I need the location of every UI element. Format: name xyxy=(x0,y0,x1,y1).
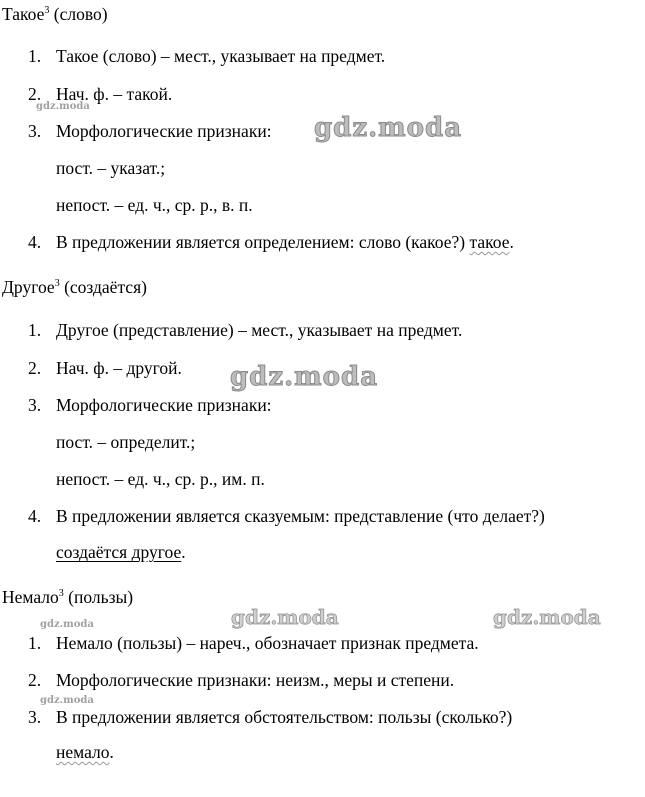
item-text: Такое (слово) – мест., указывает на предмет. xyxy=(56,46,386,66)
heading-sup: 3 xyxy=(58,588,64,599)
item-number: 1. xyxy=(28,46,42,66)
item-number: 1. xyxy=(28,633,42,653)
item-number: 4. xyxy=(28,506,42,526)
watermark-small: gdz.moda xyxy=(40,695,94,706)
watermark-small: gdz.moda xyxy=(36,101,90,112)
item-number: 4. xyxy=(28,232,42,252)
watermark-large: gdz.moda xyxy=(230,362,379,392)
section-heading-takoe xyxy=(2,3,108,25)
item-text: Нач. ф. – такой. xyxy=(56,84,173,104)
item-number: 1. xyxy=(28,320,42,340)
item-text: Немало (пользы) – нареч., обозначает признак предмета. xyxy=(56,633,479,653)
item-text xyxy=(56,741,114,763)
underlined-word: создаётся другое xyxy=(56,542,182,562)
heading-context: (пользы) xyxy=(68,587,134,607)
item-number: 2. xyxy=(28,358,42,378)
heading-context: (слово) xyxy=(53,4,108,24)
heading-word: Такое xyxy=(2,4,45,24)
item-text: В предложении является обстоятельством: пользы (сколько?) xyxy=(56,707,513,727)
heading-sup: 3 xyxy=(44,5,50,16)
item-number: 2. xyxy=(28,84,42,104)
item-tail: . xyxy=(509,232,514,252)
heading-context: (создаётся) xyxy=(64,277,147,297)
heading-word: Другое xyxy=(2,277,55,297)
item-subtext: непост. – ед. ч., ср. р., им. п. xyxy=(56,469,265,489)
item-tail: . xyxy=(181,542,186,562)
item-tail: . xyxy=(109,742,114,762)
watermark-medium: gdz.moda xyxy=(493,605,601,629)
heading-word: Немало xyxy=(2,587,59,607)
item-subtext: непост. – ед. ч., ср. р., в. п. xyxy=(56,195,253,215)
watermark-medium: gdz.moda xyxy=(231,605,339,629)
item-number: 3. xyxy=(28,395,42,415)
item-number: 3. xyxy=(28,707,42,727)
underlined-word: немало xyxy=(56,742,110,762)
item-subtext: пост. – указат.; xyxy=(56,158,166,178)
section-heading-nemalo xyxy=(2,586,133,608)
heading-sup: 3 xyxy=(54,278,60,289)
section-heading-drugoe xyxy=(2,276,147,298)
item-text xyxy=(56,541,186,563)
item-text: Морфологические признаки: xyxy=(56,121,272,141)
item-text: Нач. ф. – другой. xyxy=(56,358,182,378)
item-number: 2. xyxy=(28,670,42,690)
watermark-small: gdz.moda xyxy=(40,619,94,630)
item-number: 3. xyxy=(28,121,42,141)
item-subtext: пост. – определит.; xyxy=(56,432,196,452)
item-text: Другое (представление) – мест., указывает на предмет. xyxy=(56,320,463,340)
watermark-large: gdz.moda xyxy=(314,113,463,143)
underlined-word: такое xyxy=(469,232,510,252)
item-text-main: В предложении является определением: слово (какое?) xyxy=(56,232,470,252)
item-text: Морфологические признаки: xyxy=(56,395,272,415)
item-text: В предложении является сказуемым: представление (что делает?) xyxy=(56,506,545,526)
item-text: Морфологические признаки: неизм., меры и степени. xyxy=(56,670,455,690)
item-text xyxy=(56,231,514,253)
